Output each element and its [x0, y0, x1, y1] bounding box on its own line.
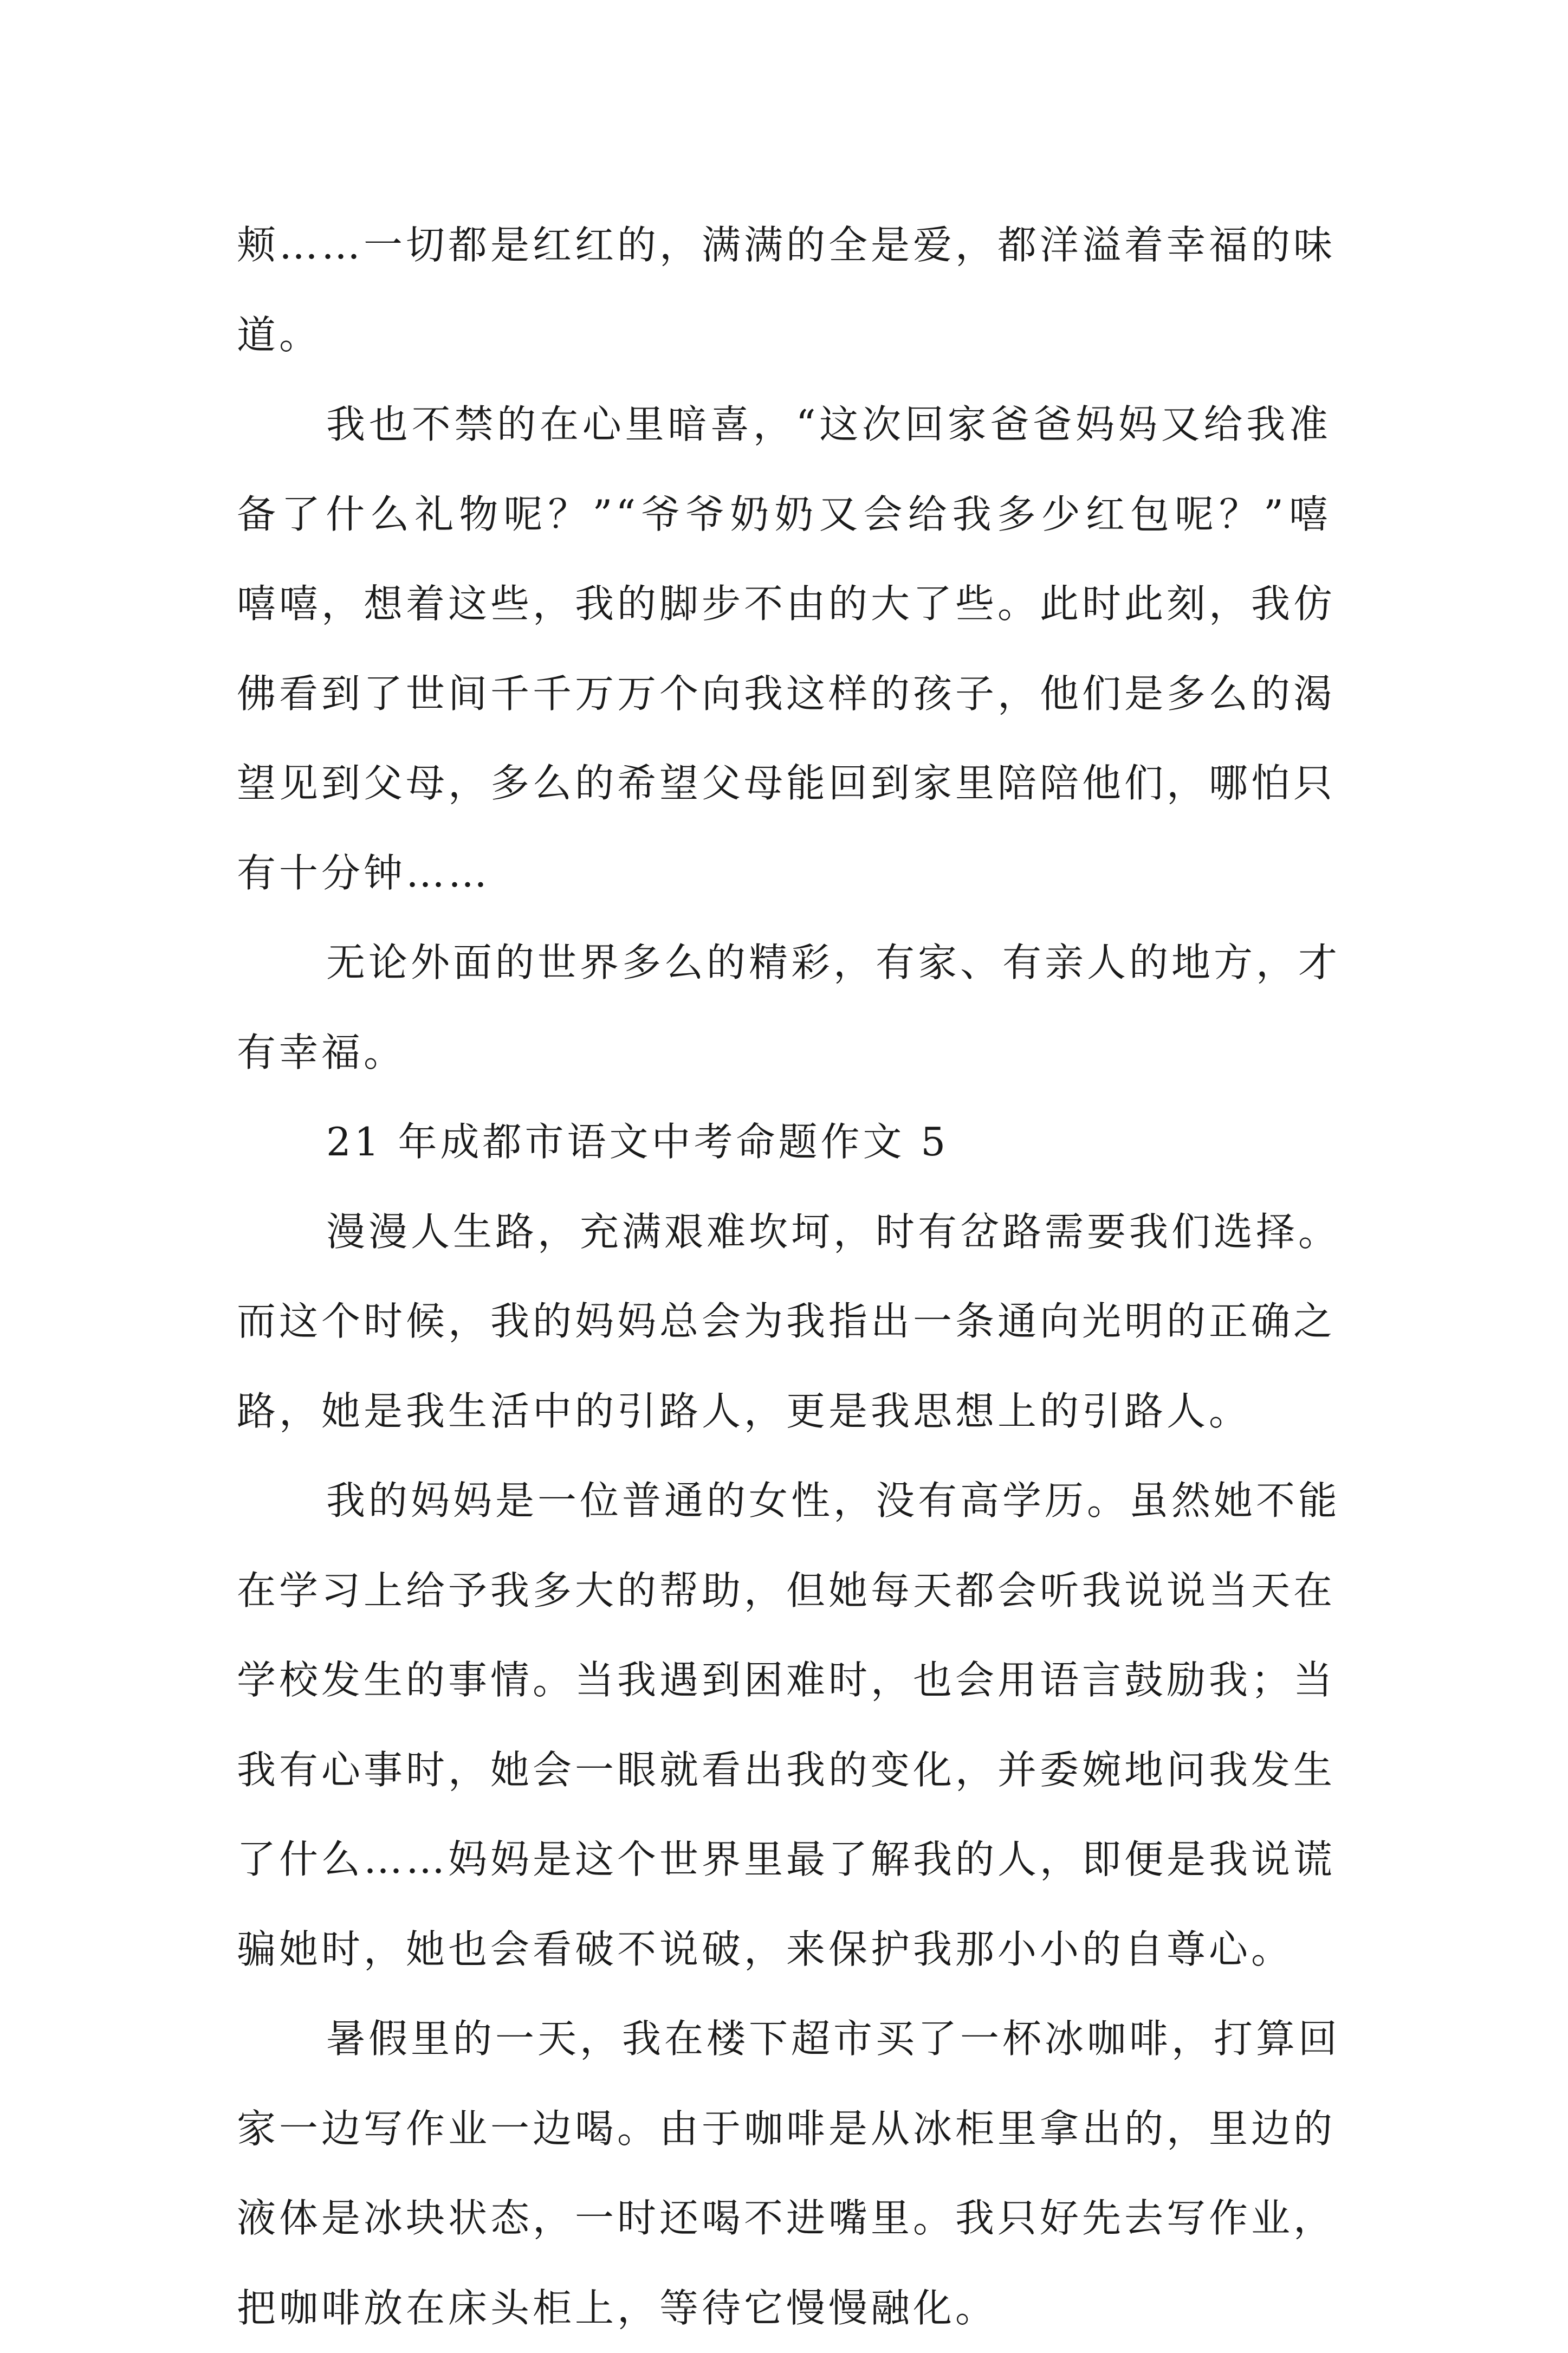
section-heading [237, 1097, 1331, 1187]
document-body [237, 201, 1331, 2353]
heading-line: 21 年成都市语文中考命题作文 5 [237, 1097, 1331, 1187]
text-line: 望见到父母，多么的希望父母能回到家里陪陪他们，哪怕只 [237, 739, 1331, 829]
paragraph [237, 1456, 1331, 1994]
text-line: 无论外面的世界多么的精彩，有家、有亲人的地方，才 [237, 918, 1331, 1008]
paragraph [237, 380, 1331, 918]
text-line: 佛看到了世间千千万万个向我这样的孩子，他们是多么的渴 [237, 649, 1331, 739]
paragraph [237, 1994, 1331, 2353]
text-line: 有十分钟…… [237, 829, 1331, 919]
text-line: 嘻嘻，想着这些，我的脚步不由的大了些。此时此刻，我仿 [237, 559, 1331, 649]
paragraph [237, 1187, 1331, 1457]
text-line: 我也不禁的在心里暗喜，“这次回家爸爸妈妈又给我准 [237, 380, 1331, 470]
text-line: 漫漫人生路，充满艰难坎坷，时有岔路需要我们选择。 [237, 1187, 1331, 1277]
text-line: 在学习上给予我多大的帮助，但她每天都会听我说说当天在 [237, 1546, 1331, 1636]
text-line: 有幸福。 [237, 1008, 1331, 1098]
text-line: 暑假里的一天，我在楼下超市买了一杯冰咖啡，打算回 [237, 1994, 1331, 2084]
text-line: 我的妈妈是一位普通的女性，没有高学历。虽然她不能 [237, 1456, 1331, 1546]
text-line: 了什么……妈妈是这个世界里最了解我的人，即便是我说谎 [237, 1815, 1331, 1905]
text-line: 液体是冰块状态，一时还喝不进嘴里。我只好先去写作业， [237, 2174, 1331, 2264]
text-line: 学校发生的事情。当我遇到困难时，也会用语言鼓励我；当 [237, 1636, 1331, 1725]
paragraph [237, 918, 1331, 1097]
text-line: 而这个时候，我的妈妈总会为我指出一条通向光明的正确之 [237, 1277, 1331, 1367]
text-line: 家一边写作业一边喝。由于咖啡是从冰柜里拿出的，里边的 [237, 2084, 1331, 2174]
text-line: 我有心事时，她会一眼就看出我的变化，并委婉地问我发生 [237, 1725, 1331, 1815]
paragraph [237, 201, 1331, 380]
text-line: 路，她是我生活中的引路人，更是我思想上的引路人。 [237, 1367, 1331, 1457]
text-line: 骗她时，她也会看破不说破，来保护我那小小的自尊心。 [237, 1905, 1331, 1995]
text-line: 备了什么礼物呢？”“爷爷奶奶又会给我多少红包呢？”嘻 [237, 470, 1331, 560]
text-line: 颊……一切都是红红的，满满的全是爱，都洋溢着幸福的味 [237, 201, 1331, 290]
text-line: 把咖啡放在床头柜上，等待它慢慢融化。 [237, 2264, 1331, 2353]
text-line: 道。 [237, 290, 1331, 380]
